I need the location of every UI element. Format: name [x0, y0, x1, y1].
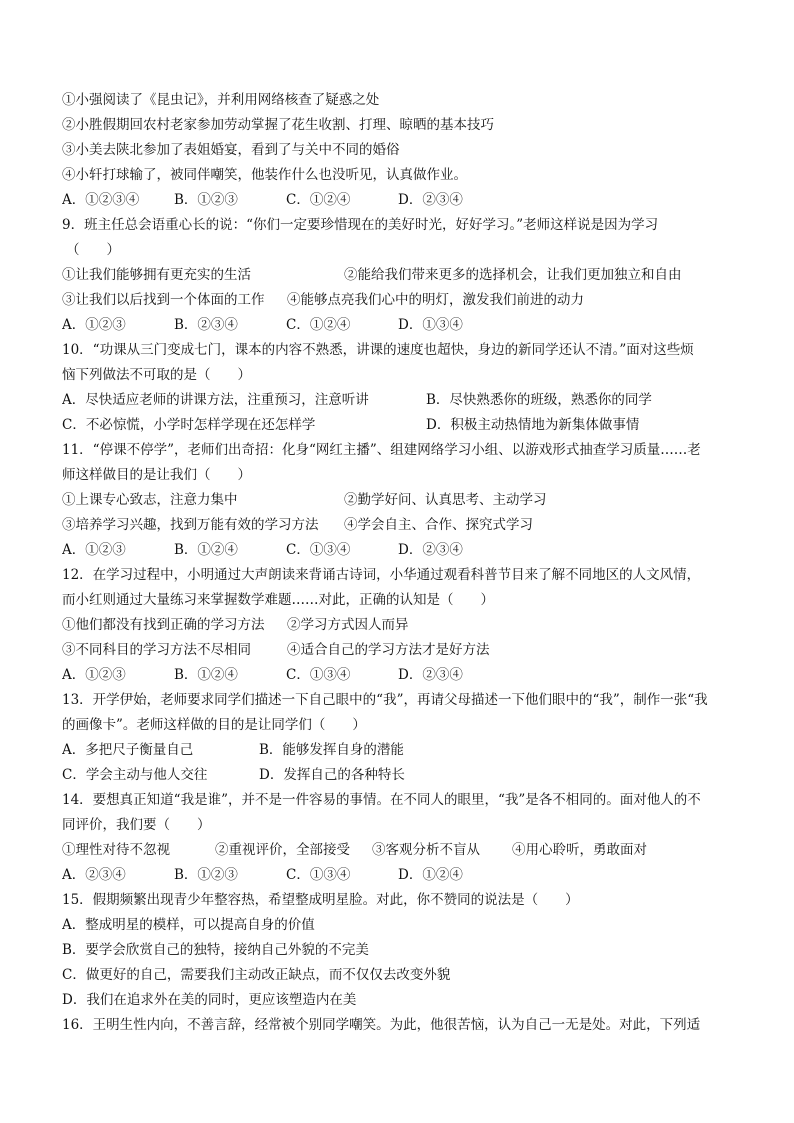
q15-option-a[interactable]: A．整成明星的模样，可以提高自身的价值 — [62, 917, 315, 933]
q12-items-row-2 — [62, 638, 742, 663]
q14-option-a[interactable]: A．②③④ — [62, 867, 126, 883]
q14-stem-line-1: 14．要想真正知道“我是谁”，并不是一件容易的事情。在不同人的眼里，“我”是各不相同的。面对他人的不 — [62, 792, 701, 808]
q14-item-4: ④用心聆听，勇敢面对 — [512, 842, 647, 858]
q14-option-c[interactable]: C．①③④ — [286, 867, 351, 883]
q9-option-d[interactable]: D．①③④ — [398, 317, 463, 333]
q12-item-4: ④适合自己的学习方法才是好方法 — [287, 642, 490, 658]
q11-stem-line-2: 师这样做目的是让我们（ ） — [62, 467, 251, 483]
q12-option-c[interactable]: C．①③④ — [286, 667, 351, 683]
q11-item-1: ①上课专心致志，注意力集中 — [62, 492, 238, 508]
q9-option-b[interactable]: B．②③④ — [174, 317, 238, 333]
q9-option-c[interactable]: C．①②④ — [286, 317, 351, 333]
q14-options — [62, 863, 742, 888]
q8-option-c[interactable]: C．①②④ — [286, 192, 351, 208]
q10-option-b[interactable]: B．尽快熟悉你的班级，熟悉你的同学 — [426, 392, 652, 408]
q13-options-row-2 — [62, 763, 742, 788]
q10-options-row-2 — [62, 413, 742, 438]
q8-item-3: ③小美去陕北参加了表姐婚宴，看到了与关中不同的婚俗 — [62, 142, 400, 158]
q12-item-3: ③不同科目的学习方法不尽相同 — [62, 642, 251, 658]
q9-stem: 9．班主任总会语重心长的说：“你们一定要珍惜现在的美好时光，好好学习。”老师这样说是因为学习 — [62, 217, 659, 233]
q10-stem-line-1: 10．“功课从三门变成七门，课本的内容不熟悉，讲课的速度也超快，身边的新同学还认不清。”面对这些烦 — [62, 342, 694, 358]
q8-item-2: ②小胜假期回农村老家参加劳动掌握了花生收割、打理、晾晒的基本技巧 — [62, 117, 494, 133]
q11-option-c[interactable]: C．①③④ — [286, 542, 351, 558]
q9-blank: （ ） — [66, 242, 120, 258]
q9-item-2: ②能给我们带来更多的选择机会，让我们更加独立和自由 — [344, 267, 682, 283]
q8-option-b[interactable]: B．①②③ — [174, 192, 238, 208]
q11-option-d[interactable]: D．②③④ — [398, 542, 463, 558]
q11-items-row-1 — [62, 488, 742, 513]
q14-option-b[interactable]: B．①②③ — [174, 867, 238, 883]
q10-option-c[interactable]: C．不必惊慌，小学时怎样学现在还怎样学 — [62, 417, 316, 433]
q11-option-a[interactable]: A．①②③ — [62, 542, 126, 558]
q13-options-row-1 — [62, 738, 742, 763]
q8-item-4: ④小轩打球输了，被同伴嘲笑，他装作什么也没听见，认真做作业。 — [62, 167, 467, 183]
q9-item-3: ③让我们以后找到一个体面的工作 — [62, 292, 265, 308]
q12-items-row-1 — [62, 613, 742, 638]
q14-item-2: ②重视评价，全部接受 — [215, 842, 350, 858]
q11-stem-line-1: 11．“停课不停学”，老师们出奇招：化身“网红主播”、组建网络学习小组、以游戏形式抽查学习质量……老 — [62, 442, 701, 458]
q9-item-4: ④能够点亮我们心中的明灯，激发我们前进的动力 — [287, 292, 584, 308]
q15-option-d[interactable]: D．我们在追求外在美的同时，更应该塑造内在美 — [62, 992, 357, 1008]
q14-option-d[interactable]: D．①②④ — [398, 867, 463, 883]
q13-stem-line-2: 的画像卡”。老师这样做的目的是让同学们（ ） — [62, 717, 366, 733]
q12-stem-line-1: 12．在学习过程中，小明通过大声朗读来背诵古诗词，小华通过观看科普节目来了解不同地区的人文风情， — [62, 567, 701, 583]
q10-option-a[interactable]: A．尽快适应老师的讲课方法，注重预习，注意听讲 — [62, 392, 369, 408]
q13-stem-line-1: 13．开学伊始，老师要求同学们描述一下自己眼中的“我”，再请父母描述一下他们眼中的“我”，制作一张“我 — [62, 692, 708, 708]
q14-item-1: ①理性对待不忽视 — [62, 842, 170, 858]
q9-items-row-1 — [62, 263, 742, 288]
q15-stem: 15．假期频繁出现青少年整容热，希望整成明星脸。对此，你不赞同的说法是（ ） — [62, 892, 579, 908]
q11-option-b[interactable]: B．①②④ — [174, 542, 238, 558]
q9-item-1: ①让我们能够拥有更充实的生活 — [62, 267, 251, 283]
q12-option-a[interactable]: A．①②③ — [62, 667, 126, 683]
q10-option-d[interactable]: D．积极主动热情地为新集体做事情 — [426, 417, 640, 433]
q10-stem-line-2: 恼下列做法不可取的是（ ） — [62, 367, 251, 383]
q10-options-row-1 — [62, 388, 742, 413]
q14-item-3: ③客观分析不盲从 — [372, 842, 480, 858]
q11-item-2: ②勤学好问、认真思考、主动学习 — [344, 492, 547, 508]
q8-option-d[interactable]: D．②③④ — [398, 192, 463, 208]
q14-items — [62, 838, 742, 863]
q9-option-a[interactable]: A．①②③ — [62, 317, 126, 333]
q13-option-d[interactable]: D．发挥自己的各种特长 — [259, 767, 405, 783]
exam-page — [62, 88, 742, 1038]
q11-options — [62, 538, 742, 563]
q15-option-b[interactable]: B．要学会欣赏自己的独特，接纳自己外貌的不完美 — [62, 942, 369, 958]
q12-item-2: ②学习方式因人而异 — [287, 617, 409, 633]
q15-option-c[interactable]: C．做更好的自己，需要我们主动改正缺点，而不仅仅去改变外貌 — [62, 967, 451, 983]
q13-option-a[interactable]: A．多把尺子衡量自己 — [62, 742, 194, 758]
q8-option-a[interactable]: A．①②③④ — [62, 192, 140, 208]
q16-stem-line-1: 16．王明生性内向，不善言辞，经常被个别同学嘲笑。为此，他很苦恼，认为自己一无是处。对此，下列适 — [62, 1017, 701, 1033]
q8-options — [62, 188, 742, 213]
q12-item-1: ①他们都没有找到正确的学习方法 — [62, 617, 265, 633]
q12-stem-line-2: 而小红则通过大量练习来掌握数学难题……对此，正确的认知是（ ） — [62, 592, 494, 608]
q13-option-b[interactable]: B．能够发挥自身的潜能 — [259, 742, 404, 758]
q12-options — [62, 663, 742, 688]
q13-option-c[interactable]: C．学会主动与他人交往 — [62, 767, 208, 783]
q8-item-1: ①小强阅读了《昆虫记》，并利用网络核查了疑惑之处 — [62, 92, 380, 108]
q11-item-3: ③培养学习兴趣，找到万能有效的学习方法 — [62, 517, 319, 533]
q9-items-row-2 — [62, 288, 742, 313]
q11-item-4: ④学会自主、合作、探究式学习 — [344, 517, 533, 533]
q9-options — [62, 313, 742, 338]
q12-option-b[interactable]: B．①②④ — [174, 667, 238, 683]
q14-stem-line-2: 同评价，我们要（ ） — [62, 817, 211, 833]
q11-items-row-2 — [62, 513, 742, 538]
q12-option-d[interactable]: D．②③④ — [398, 667, 463, 683]
